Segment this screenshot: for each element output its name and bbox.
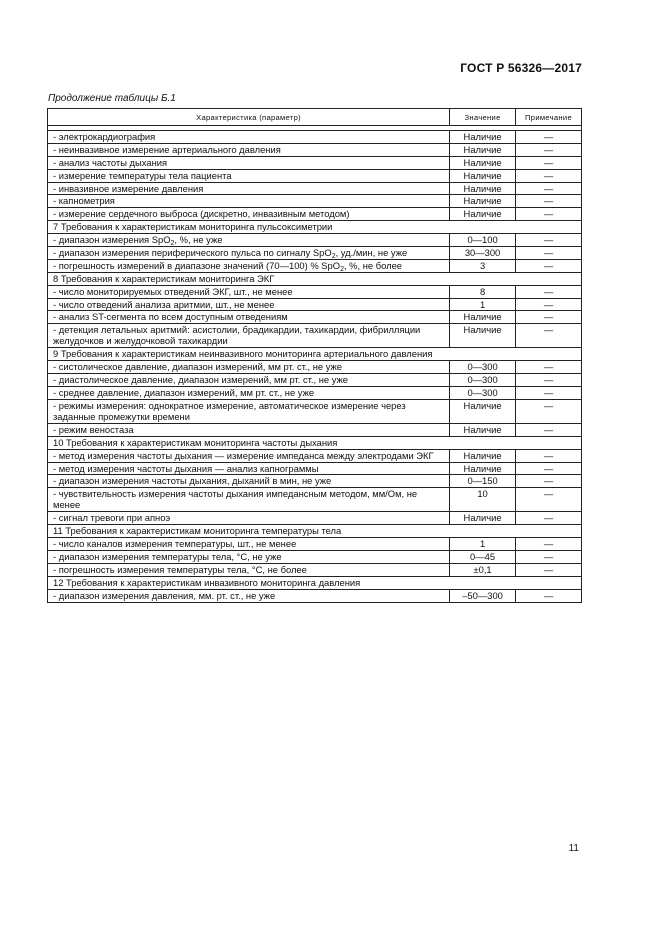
parameter-cell: - число отведений анализа аритмии, шт., не менее (48, 298, 450, 311)
section-title: 9 Требования к характеристикам неинвазивного мониторинга артериального давления (48, 348, 582, 361)
value-cell: 0—150 (450, 475, 516, 488)
parameter-cell: - сигнал тревоги при апноэ (48, 512, 450, 525)
note-cell: — (516, 208, 582, 221)
section-title: 10 Требования к характеристикам мониторинга частоты дыхания (48, 436, 582, 449)
table-row (48, 156, 582, 169)
column-header-parameter: Характеристика (параметр) (48, 109, 450, 126)
value-cell: 30—300 (450, 247, 516, 260)
note-cell: — (516, 247, 582, 260)
note-cell: — (516, 143, 582, 156)
table-row (48, 182, 582, 195)
parameter-cell: - инвазивное измерение давления (48, 182, 450, 195)
note-cell: — (516, 538, 582, 551)
value-cell: 0—300 (450, 387, 516, 400)
value-cell: –50—300 (450, 589, 516, 602)
value-cell: ±0,1 (450, 563, 516, 576)
section-title: 11 Требования к характеристикам мониторинга температуры тела (48, 525, 582, 538)
value-cell: Наличие (450, 143, 516, 156)
value-cell: Наличие (450, 156, 516, 169)
table-row (48, 563, 582, 576)
parameter-cell: - систолическое давление, диапазон измерений, мм рт. ст., не уже (48, 361, 450, 374)
table-row (48, 399, 582, 423)
note-cell: — (516, 285, 582, 298)
table-row (48, 247, 582, 260)
table-row (48, 143, 582, 156)
table-row (48, 475, 582, 488)
parameter-cell: - погрешность измерения температуры тела, °С, не более (48, 563, 450, 576)
value-cell: 1 (450, 538, 516, 551)
table-row (48, 449, 582, 462)
table-row (48, 195, 582, 208)
table-row (48, 538, 582, 551)
note-cell: — (516, 589, 582, 602)
parameter-cell: - число мониторируемых отведений ЭКГ, шт., не менее (48, 285, 450, 298)
table-row (48, 298, 582, 311)
table-row (48, 551, 582, 564)
note-cell: — (516, 259, 582, 272)
value-cell: 10 (450, 488, 516, 512)
table-row (48, 361, 582, 374)
table-row (48, 488, 582, 512)
value-cell: Наличие (450, 182, 516, 195)
note-cell: — (516, 512, 582, 525)
parameter-cell: - режим веностаза (48, 423, 450, 436)
table-row (48, 234, 582, 247)
section-row (48, 525, 582, 538)
parameter-cell: - погрешность измерений в диапазоне значений (70—100) % SpO$_2$, %, не более (48, 259, 450, 272)
value-cell: 0—300 (450, 361, 516, 374)
page-number: 11 (568, 843, 579, 854)
table-body (48, 126, 582, 603)
note-cell: — (516, 488, 582, 512)
note-cell: — (516, 399, 582, 423)
table-row (48, 259, 582, 272)
table-row (48, 311, 582, 324)
note-cell: — (516, 551, 582, 564)
table-row (48, 131, 582, 144)
value-cell: 8 (450, 285, 516, 298)
section-row (48, 221, 582, 234)
table-header-row (48, 109, 582, 126)
value-cell: 1 (450, 298, 516, 311)
parameter-cell: - чувствительность измерения частоты дыхания импедансным методом, мм/Ом, не менее (48, 488, 450, 512)
value-cell: 3 (450, 259, 516, 272)
table-caption: Продолжение таблицы Б.1 (48, 93, 176, 104)
note-cell: — (516, 449, 582, 462)
value-cell: 0—45 (450, 551, 516, 564)
value-cell: Наличие (450, 169, 516, 182)
note-cell: — (516, 423, 582, 436)
value-cell: 0—100 (450, 234, 516, 247)
section-title: 8 Требования к характеристикам мониторинга ЭКГ (48, 272, 582, 285)
table-row (48, 512, 582, 525)
section-title: 7 Требования к характеристикам мониторинга пульсоксиметрии (48, 221, 582, 234)
note-cell: — (516, 182, 582, 195)
section-row (48, 348, 582, 361)
parameter-cell: - метод измерения частоты дыхания — измерение импеданса между электродами ЭКГ (48, 449, 450, 462)
value-cell: Наличие (450, 462, 516, 475)
parameter-cell: - число каналов измерения температуры, шт., не менее (48, 538, 450, 551)
parameter-cell: - диапазон измерения SpO$_2$, %, не уже (48, 234, 450, 247)
parameter-cell: - режимы измерения: однократное измерение, автоматическое измерение через заданные промежутки времени (48, 399, 450, 423)
parameter-cell: - анализ частоты дыхания (48, 156, 450, 169)
parameter-cell: - неинвазивное измерение артериального давления (48, 143, 450, 156)
value-cell: Наличие (450, 423, 516, 436)
specification-table (47, 108, 582, 603)
note-cell: — (516, 234, 582, 247)
table-row (48, 208, 582, 221)
table-row (48, 374, 582, 387)
parameter-cell: - капнометрия (48, 195, 450, 208)
section-row (48, 272, 582, 285)
table-row (48, 387, 582, 400)
table-row (48, 285, 582, 298)
parameter-cell: - электрокардиография (48, 131, 450, 144)
table-row (48, 462, 582, 475)
parameter-cell: - диастолическое давление, диапазон измерений, мм рт. ст., не уже (48, 374, 450, 387)
parameter-cell: - диапазон измерения давления, мм. рт. ст., не уже (48, 589, 450, 602)
note-cell: — (516, 324, 582, 348)
parameter-cell: - диапазон измерения температуры тела, °С, не уже (48, 551, 450, 564)
value-cell: Наличие (450, 195, 516, 208)
note-cell: — (516, 131, 582, 144)
value-cell: Наличие (450, 131, 516, 144)
table-row (48, 324, 582, 348)
parameter-cell: - диапазон измерения периферического пульса по сигналу SpO$_2$, уд./мин, не уже (48, 247, 450, 260)
table-row (48, 589, 582, 602)
parameter-cell: - метод измерения частоты дыхания — анализ капнограммы (48, 462, 450, 475)
note-cell: — (516, 195, 582, 208)
value-cell: 0—300 (450, 374, 516, 387)
note-cell: — (516, 361, 582, 374)
note-cell: — (516, 311, 582, 324)
note-cell: — (516, 374, 582, 387)
note-cell: — (516, 475, 582, 488)
note-cell: — (516, 156, 582, 169)
note-cell: — (516, 563, 582, 576)
note-cell: — (516, 298, 582, 311)
table-row (48, 169, 582, 182)
column-header-value: Значение (450, 109, 516, 126)
section-title: 12 Требования к характеристикам инвазивного мониторинга давления (48, 576, 582, 589)
value-cell: Наличие (450, 449, 516, 462)
parameter-cell: - анализ ST-сегмента по всем доступным отведениям (48, 311, 450, 324)
note-cell: — (516, 462, 582, 475)
section-row (48, 436, 582, 449)
section-row (48, 576, 582, 589)
table-row (48, 423, 582, 436)
column-header-note: Примечание (516, 109, 582, 126)
parameter-cell: - диапазон измерения частоты дыхания, дыханий в мин, не уже (48, 475, 450, 488)
document-code: ГОСТ Р 56326—2017 (460, 61, 582, 75)
parameter-cell: - измерение температуры тела пациента (48, 169, 450, 182)
note-cell: — (516, 387, 582, 400)
parameter-cell: - детекция летальных аритмий: асистолии, брадикардии, тахикардии, фибрилляции желудочков и желудочковой тахикардии (48, 324, 450, 348)
parameter-cell: - среднее давление, диапазон измерений, мм рт. ст., не уже (48, 387, 450, 400)
value-cell: Наличие (450, 512, 516, 525)
value-cell: Наличие (450, 399, 516, 423)
value-cell: Наличие (450, 311, 516, 324)
value-cell: Наличие (450, 324, 516, 348)
note-cell: — (516, 169, 582, 182)
value-cell: Наличие (450, 208, 516, 221)
parameter-cell: - измерение сердечного выброса (дискретно, инвазивным методом) (48, 208, 450, 221)
